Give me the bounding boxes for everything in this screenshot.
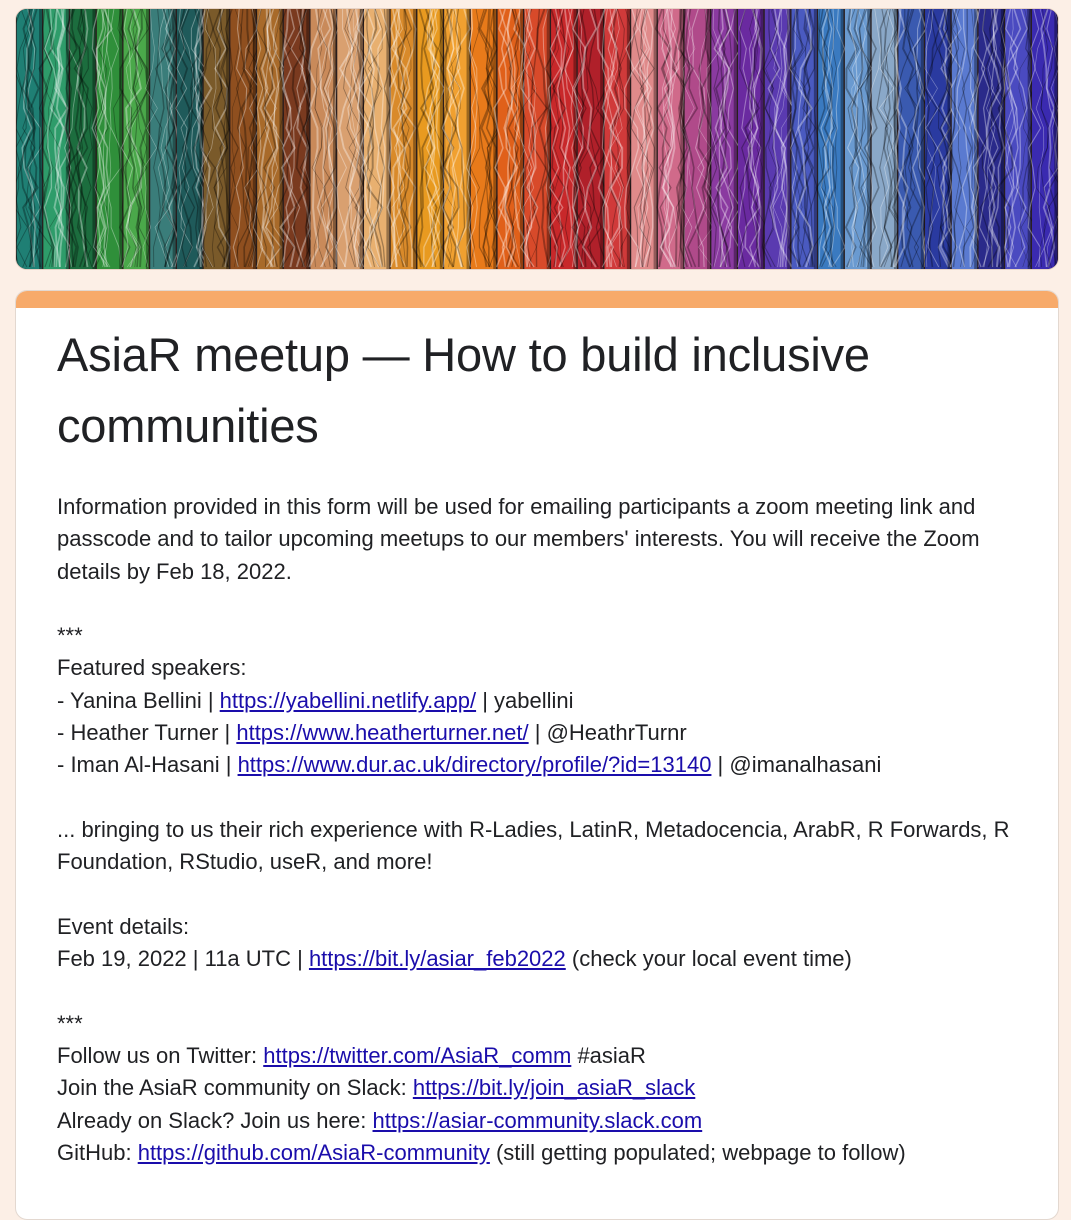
speaker-handle: | @imanalhasani xyxy=(711,752,882,778)
speaker-link[interactable]: https://yabellini.netlify.app/ xyxy=(219,687,477,713)
github-label: GitHub: xyxy=(57,1139,138,1165)
separator-1: *** xyxy=(57,623,83,649)
form-header-card xyxy=(15,290,1059,1220)
yarn-strand xyxy=(845,9,873,269)
intro-text: Information provided in this form will be used for emailing participants a zoom meeting link and passcode and to tailor upcoming meetups to our members' interests. You will receive the Zoom details by Feb 18, 2022. xyxy=(57,494,980,584)
hashtag: #asiaR xyxy=(571,1043,646,1069)
event-details-label: Event details: xyxy=(57,913,190,939)
slack-workspace-link[interactable]: https://asiar-community.slack.com xyxy=(372,1107,703,1133)
yarn-strand xyxy=(279,9,313,269)
yarn-strand xyxy=(707,9,742,269)
speaker-row xyxy=(57,749,1022,781)
github-link[interactable]: https://github.com/AsiaR-community xyxy=(137,1139,490,1165)
separator-2: *** xyxy=(57,1010,83,1036)
github-note: (still getting populated; webpage to follow) xyxy=(489,1139,906,1165)
form-description xyxy=(57,491,1022,1169)
header-banner-image xyxy=(15,8,1059,270)
experience-text: ... bringing to us their rich experience with R-Ladies, LatinR, Metadocencia, ArabR, R Forwards, R Foundation, RStudio, useR, and more! xyxy=(57,816,1010,875)
twitter-link[interactable]: https://twitter.com/AsiaR_comm xyxy=(263,1043,572,1069)
slack-join-link[interactable]: https://bit.ly/join_asiaR_slack xyxy=(412,1075,696,1101)
yarn-strand xyxy=(789,9,817,269)
slack-already-label: Already on Slack? Join us here: xyxy=(57,1107,373,1133)
yarn-strand xyxy=(413,9,447,269)
yarn-strand xyxy=(467,9,502,269)
event-link[interactable]: https://bit.ly/asiar_feb2022 xyxy=(308,946,566,972)
speaker-row xyxy=(57,685,1022,717)
speaker-name: - Iman Al-Hasani | xyxy=(57,752,238,778)
form-title: AsiaR meetup — How to build inclusive communities xyxy=(57,328,870,452)
event-note: (check your local event time) xyxy=(565,946,852,972)
yarn-strand xyxy=(441,9,470,269)
twitter-label: Follow us on Twitter: xyxy=(57,1043,264,1069)
speaker-link[interactable]: https://www.dur.ac.uk/directory/profile/?id=13140 xyxy=(237,752,712,778)
twitter-row xyxy=(57,1040,1022,1072)
slack-join-label: Join the AsiaR community on Slack: xyxy=(57,1075,413,1101)
yarn-strand xyxy=(309,9,340,269)
speaker-link[interactable]: https://www.heatherturner.net/ xyxy=(236,720,529,746)
yarn-strand xyxy=(65,9,96,269)
speaker-handle: | @HeathrTurnr xyxy=(528,720,687,746)
event-date: Feb 19, 2022 | 11a UTC | xyxy=(57,946,309,972)
speaker-name: - Heather Turner | xyxy=(57,720,237,746)
slack-already-row xyxy=(57,1105,1022,1137)
yarn-strands-illustration xyxy=(16,9,1058,269)
yarn-strand xyxy=(763,9,794,269)
speaker-row xyxy=(57,717,1022,749)
github-row xyxy=(57,1137,1022,1169)
featured-speakers-label: Featured speakers: xyxy=(57,655,247,681)
yarn-strand xyxy=(1028,9,1058,269)
speaker-name: - Yanina Bellini | xyxy=(57,687,220,713)
yarn-strand xyxy=(120,9,150,269)
speaker-handle: | yabellini xyxy=(476,687,574,713)
slack-join-row xyxy=(57,1072,1022,1104)
yarn-strand xyxy=(656,9,688,269)
yarn-strand xyxy=(387,9,416,269)
yarn-strand xyxy=(16,9,42,269)
event-details-row xyxy=(57,943,1022,975)
card-accent-bar xyxy=(16,291,1058,308)
yarn-strand xyxy=(738,9,767,269)
